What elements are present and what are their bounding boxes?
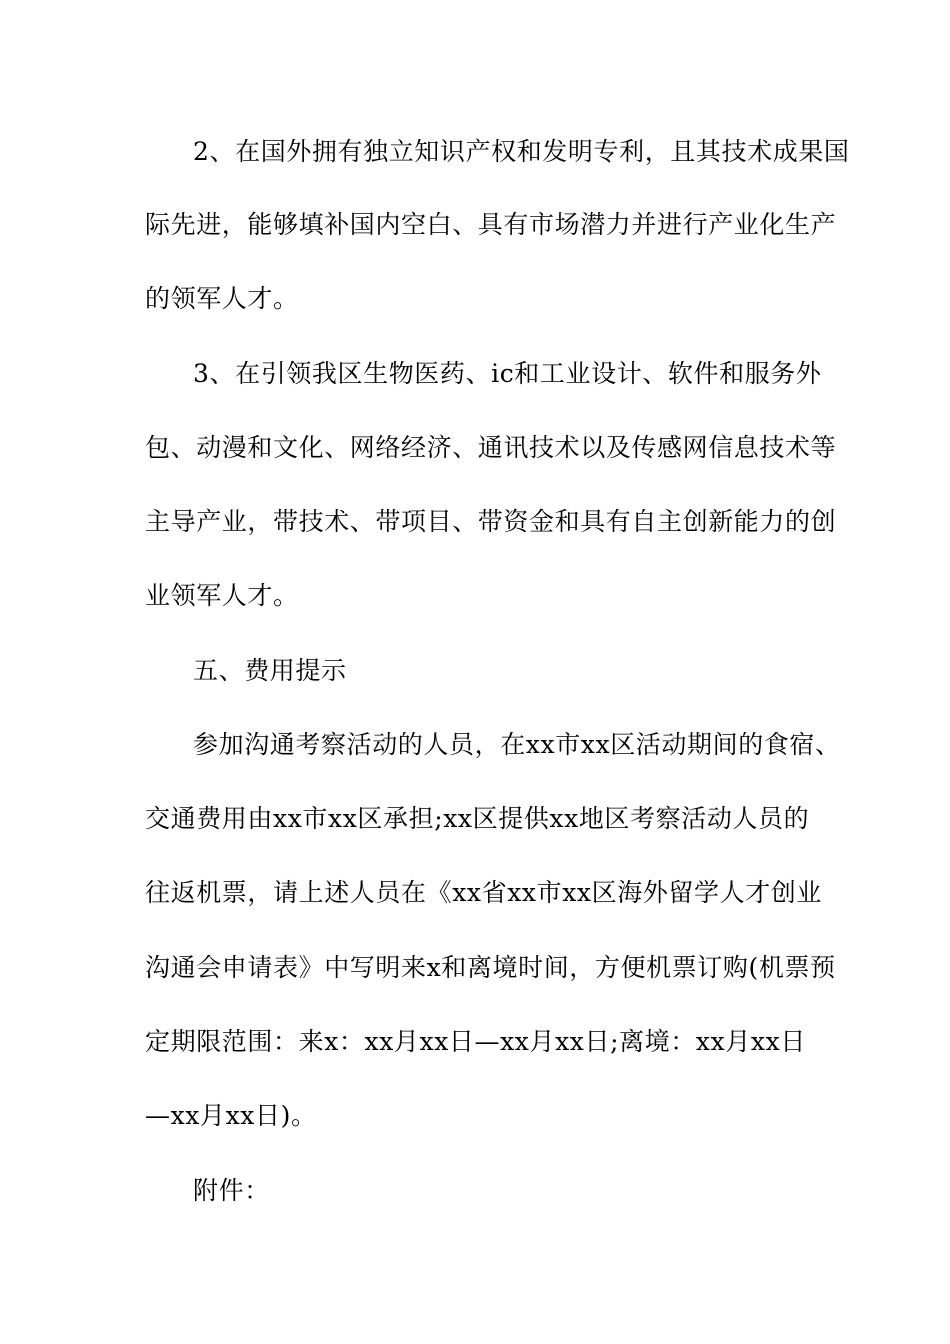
paragraph-2-line-3: 的领军人才。 [145, 284, 299, 313]
paragraph-3-line-2: 包、动漫和文化、网络经济、通讯技术以及传感网信息技术等 [145, 433, 837, 462]
section-heading-fees: 五、费用提示 [193, 656, 347, 685]
paragraph-3-line-4: 业领军人才。 [145, 581, 299, 610]
paragraph-fees-line-6: —xx月xx日)。 [145, 1101, 317, 1130]
paragraph-fees-line-2: 交通费用由xx市xx区承担;xx区提供xx地区考察活动人员的 [145, 804, 810, 833]
paragraph-fees-line-3: 往返机票，请上述人员在《xx省xx市xx区海外留学人才创业 [145, 878, 822, 907]
paragraph-2-line-2: 际先进，能够填补国内空白、具有市场潜力并进行产业化生产 [145, 210, 837, 239]
paragraph-fees-line-5: 定期限范围：来x：xx月xx日—xx月xx日;离境：xx月xx日 [145, 1027, 806, 1056]
paragraph-fees-line-4: 沟通会申请表》中写明来x和离境时间，方便机票订购(机票预 [145, 953, 836, 982]
paragraph-2-line-1: 2、在国外拥有独立知识产权和发明专利，且其技术成果国 [193, 137, 850, 166]
paragraph-3-line-3: 主导产业，带技术、带项目、带资金和具有自主创新能力的创 [145, 507, 837, 536]
attachment-label: 附件： [193, 1176, 270, 1205]
paragraph-3-line-1: 3、在引领我区生物医药、ic和工业设计、软件和服务外 [193, 359, 822, 388]
paragraph-fees-line-1: 参加沟通考察活动的人员，在xx市xx区活动期间的食宿、 [193, 730, 841, 759]
